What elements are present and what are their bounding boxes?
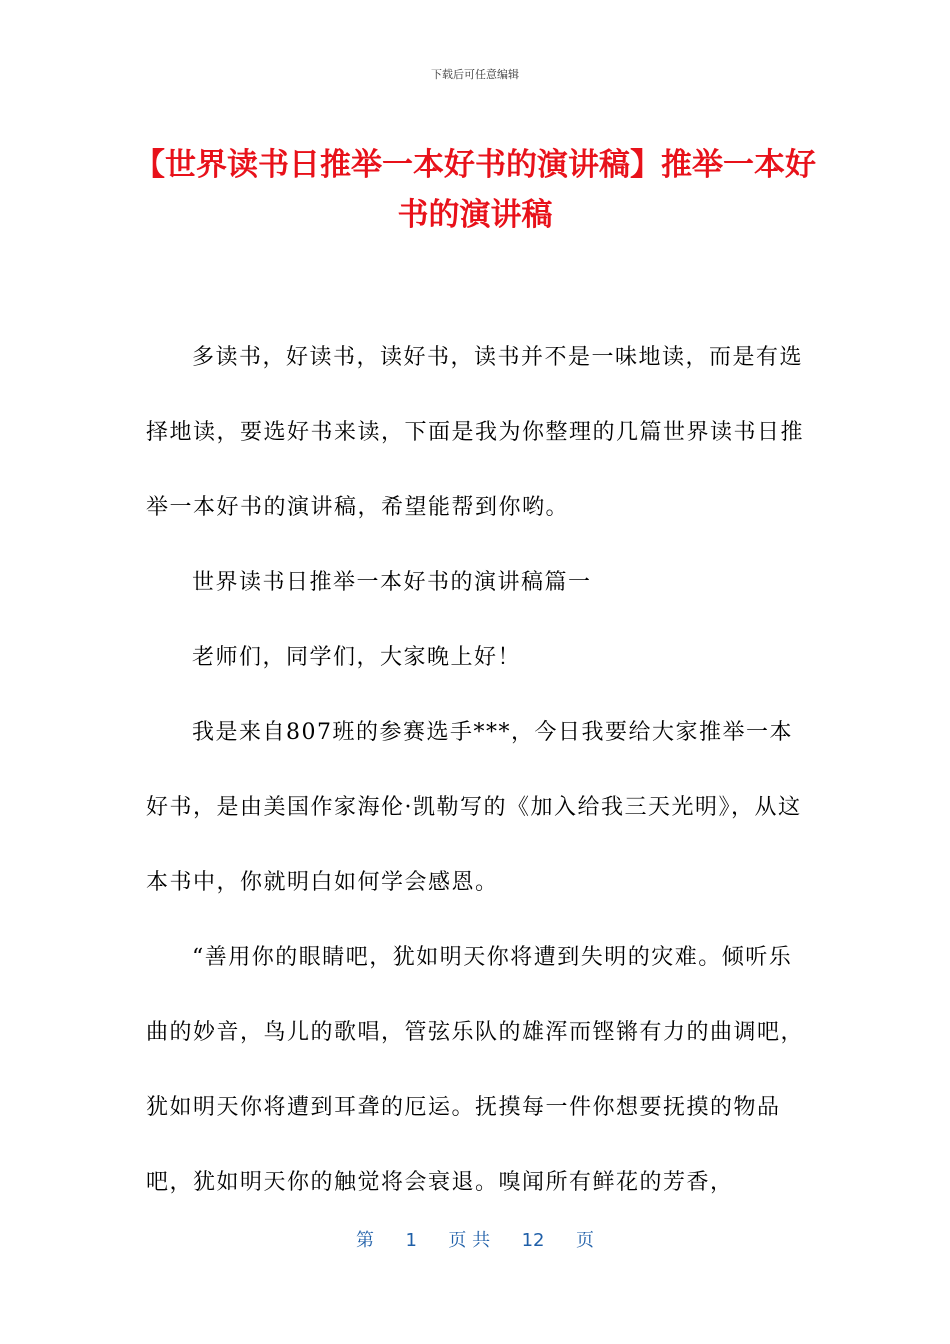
page-footer xyxy=(0,1226,950,1252)
document-title: 【世界读书日推举一本好书的演讲稿】推举一本好书的演讲稿 xyxy=(134,147,816,233)
footer-page-number: 1 xyxy=(405,1230,417,1251)
header-note: 下载后可任意编辑 xyxy=(431,68,519,81)
paragraph-self-intro: 我是来自807班的参赛选手***，今日我要给大家推举一本好书，是由美国作家海伦·凯勒写的《加入给我三天光明》，从这本书中，你就明白如何学会感恩。 xyxy=(146,720,802,895)
footer-suffix: 页 xyxy=(575,1230,594,1251)
footer-middle: 页 共 xyxy=(448,1230,491,1251)
document-body xyxy=(146,320,806,1220)
footer-total-pages: 12 xyxy=(521,1230,545,1251)
paragraph-quote: “善用你的眼睛吧，犹如明天你将遭到失明的灾难。倾听乐曲的妙音，鸟儿的歌唱，管弦乐队的雄浑而铿锵有力的曲调吧，犹如明天你将遭到耳聋的厄运。抚摸每一件你想要抚摸的物品吧，犹如明天你的触觉将会衰退。嗅闻所有鲜花的芳香， xyxy=(146,945,805,1195)
paragraph-greeting: 老师们，同学们，大家晚上好！ xyxy=(192,645,522,670)
section-heading: 世界读书日推举一本好书的演讲稿篇一 xyxy=(192,570,592,595)
paragraph-intro: 多读书，好读书，读好书，读书并不是一味地读，而是有选择地读，要选好书来读，下面是我为你整理的几篇世界读书日推举一本好书的演讲稿，希望能帮到你哟。 xyxy=(146,345,805,520)
footer-prefix: 第 xyxy=(356,1230,375,1251)
